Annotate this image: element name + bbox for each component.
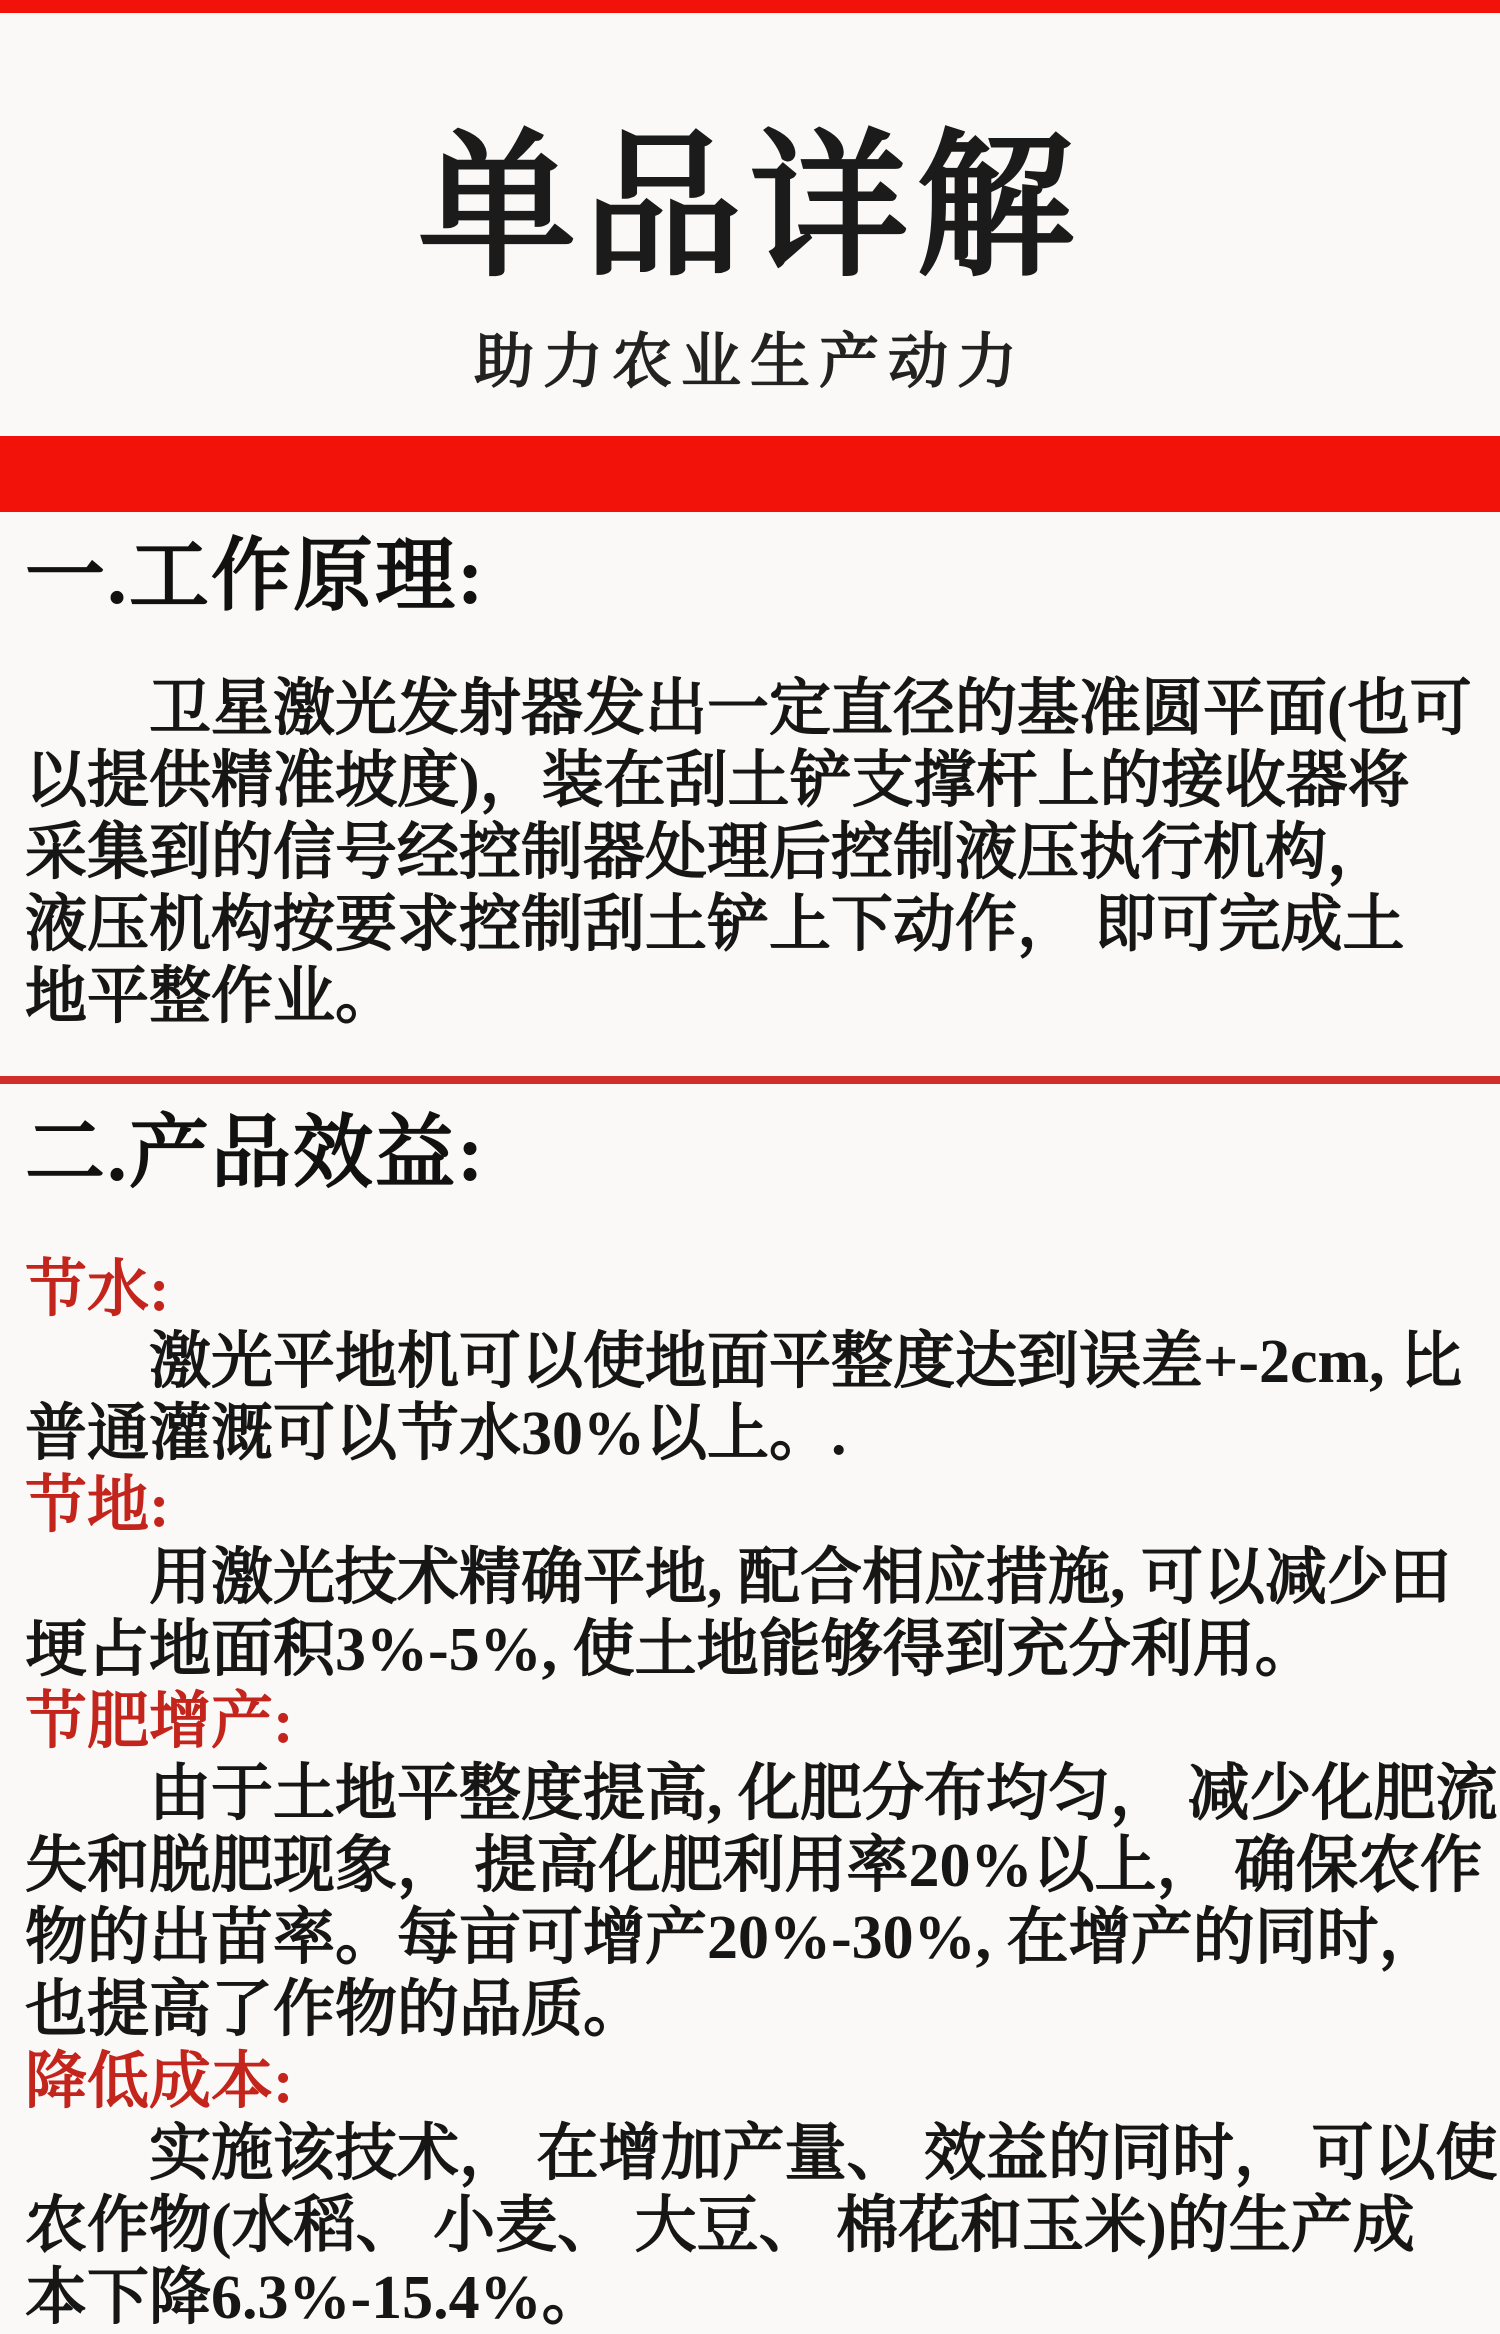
benefit-label-save-fertilizer: 节肥增产:	[25, 1688, 294, 1756]
paragraph-line: 液压机构按要求控制刮土铲上下动作， 即可完成土	[25, 891, 1405, 959]
paragraph-line: 激光平地机可以使地面平整度达到误差+-2cm, 比	[149, 1328, 1463, 1396]
paragraph-line: 物的出苗率。每亩可增产20%-30%, 在增产的同时，	[25, 1904, 1441, 1972]
section-heading-product-benefits: 二.产品效益:	[25, 1110, 486, 1198]
paragraph-line: 采集到的信号经控制器处理后控制液压执行机构，	[25, 819, 1390, 887]
benefit-label-reduce-cost: 降低成本:	[25, 2048, 294, 2116]
paragraph-line: 也提高了作物的品质。	[25, 1976, 646, 2044]
thin-red-divider	[0, 1076, 1500, 1084]
paragraph-line: 用激光技术精确平地, 配合相应措施, 可以减少田	[149, 1544, 1452, 1612]
benefit-label-save-land: 节地:	[25, 1472, 170, 1540]
paragraph-line: 实施该技术， 在增加产量、 效益的同时， 可以使	[149, 2120, 1498, 2188]
paragraph-line: 农作物(水稻、 小麦、 大豆、 棉花和玉米)的生产成	[25, 2192, 1415, 2260]
paragraph-line: 以提供精准坡度)，装在刮土铲支撑杆上的接收器将	[25, 747, 1410, 815]
page-title: 单品详解	[418, 121, 1082, 296]
product-benefits-section	[0, 1110, 1500, 2334]
benefit-label-save-water: 节水:	[25, 1256, 170, 1324]
paragraph-line: 普通灌溉可以节水30%以上。.	[25, 1400, 847, 1468]
paragraph-line: 埂占地面积3%-5%, 使土地能够得到充分利用。	[25, 1616, 1317, 1684]
paragraph-line: 地平整作业。	[25, 963, 398, 1031]
section-heading-working-principle: 一.工作原理:	[25, 533, 486, 621]
working-principle-section	[0, 533, 1500, 1033]
top-red-bar	[0, 0, 1500, 13]
paragraph-line: 本下降6.3%-15.4%。	[25, 2264, 604, 2332]
benefits-list	[25, 1254, 1498, 2334]
paragraph-line: 卫星激光发射器发出一定直径的基准圆平面(也可	[149, 675, 1472, 743]
header-red-band	[0, 436, 1500, 512]
page-subtitle: 助力农业生产动力	[474, 328, 1026, 395]
paragraph-line: 失和脱肥现象， 提高化肥利用率20%以上， 确保农作	[25, 1832, 1483, 1900]
working-principle-paragraph	[25, 673, 1482, 1033]
paragraph-line: 由于土地平整度提高, 化肥分布均匀， 减少化肥流	[149, 1760, 1498, 1828]
